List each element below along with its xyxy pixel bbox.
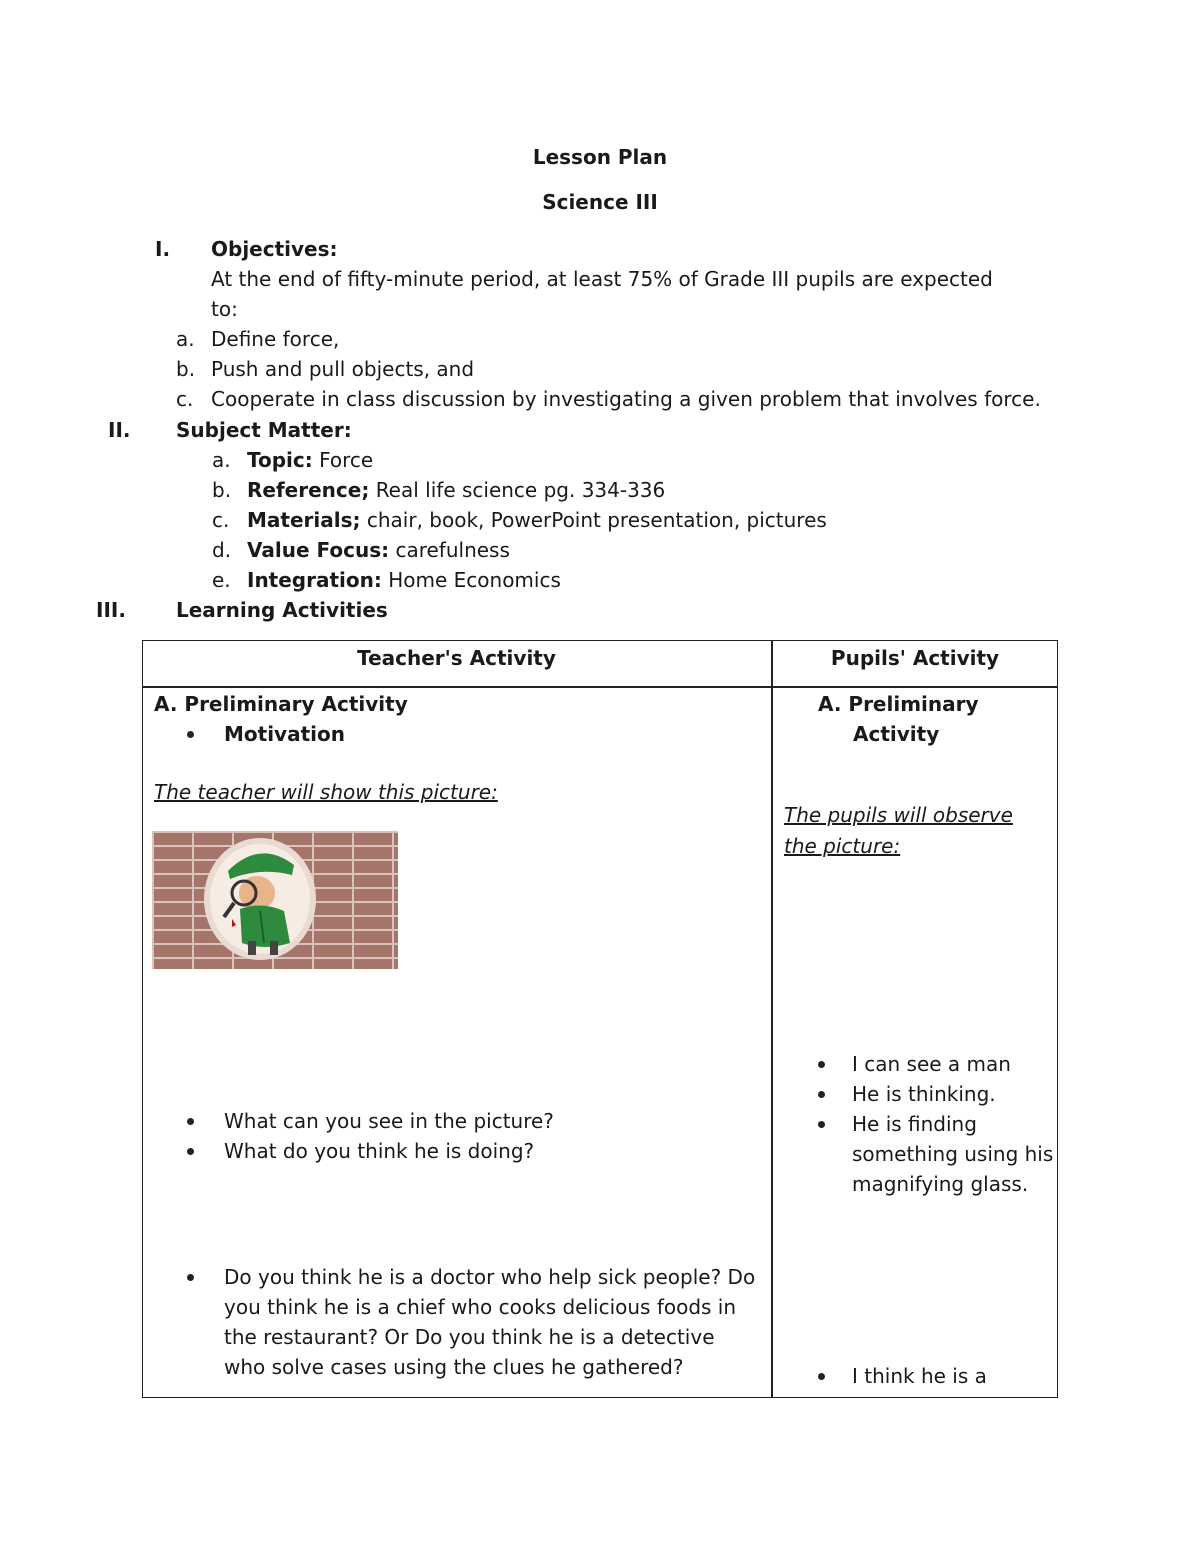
table-header-divider bbox=[142, 686, 1058, 688]
subject-heading: Subject Matter: bbox=[176, 418, 352, 442]
subject-label: Reference; bbox=[247, 478, 370, 502]
learning-heading: Learning Activities bbox=[176, 598, 388, 622]
page-title: Lesson Plan bbox=[532, 145, 668, 169]
pupils-section-heading-cont: Activity bbox=[853, 722, 940, 746]
subject-value: Force bbox=[319, 448, 374, 472]
objective-marker: c. bbox=[176, 387, 194, 411]
bullet-icon bbox=[818, 1121, 825, 1128]
pupils-section-heading: A. Preliminary bbox=[818, 692, 979, 716]
teacher-question: What can you see in the picture? bbox=[224, 1109, 554, 1133]
pupil-answer-cont: something using his bbox=[852, 1142, 1054, 1166]
subject-value: carefulness bbox=[395, 538, 510, 562]
pupil-answer: I can see a man bbox=[852, 1052, 1011, 1076]
bullet-icon bbox=[818, 1091, 825, 1098]
teacher-long-question: Do you think he is a doctor who help sick people? Do bbox=[224, 1265, 756, 1289]
subject-value: chair, book, PowerPoint presentation, pictures bbox=[366, 508, 827, 532]
detective-illustration bbox=[152, 831, 398, 969]
teacher-long-question: who solve cases using the clues he gathered? bbox=[224, 1355, 684, 1379]
pupil-answer: I think he is a bbox=[852, 1364, 987, 1388]
objectives-numeral: I. bbox=[155, 237, 171, 261]
subject-item bbox=[247, 568, 561, 592]
subject-item bbox=[247, 538, 510, 562]
pupils-instruction: The pupils will observe bbox=[784, 803, 1013, 827]
teacher-long-question: you think he is a chief who cooks delicious foods in bbox=[224, 1295, 737, 1319]
subject-label: Integration: bbox=[247, 568, 382, 592]
subject-item bbox=[247, 448, 373, 472]
subject-marker: c. bbox=[212, 508, 230, 532]
objectives-intro-cont: to: bbox=[211, 297, 238, 321]
subject-marker: a. bbox=[212, 448, 231, 472]
subject-value: Home Economics bbox=[388, 568, 561, 592]
subject-marker: e. bbox=[212, 568, 231, 592]
pupil-answer-cont: magnifying glass. bbox=[852, 1172, 1029, 1196]
objective-item: Push and pull objects, and bbox=[211, 357, 475, 381]
learning-numeral: III. bbox=[96, 598, 126, 622]
table-column-divider bbox=[771, 640, 773, 1398]
bullet-icon bbox=[187, 731, 194, 738]
bullet-icon bbox=[187, 1274, 194, 1281]
subject-label: Value Focus: bbox=[247, 538, 390, 562]
subject-label: Topic: bbox=[247, 448, 313, 472]
subject-label: Materials; bbox=[247, 508, 361, 532]
pupils-instruction-cont: the picture: bbox=[784, 834, 901, 858]
subject-marker: b. bbox=[212, 478, 232, 502]
teacher-column-header: Teacher's Activity bbox=[357, 646, 556, 670]
objectives-heading: Objectives: bbox=[211, 237, 338, 261]
teacher-long-question: the restaurant? Or Do you think he is a detective bbox=[224, 1325, 715, 1349]
pupil-answer: He is finding bbox=[852, 1112, 977, 1136]
subject-marker: d. bbox=[212, 538, 232, 562]
subject-item bbox=[247, 508, 827, 532]
bullet-icon bbox=[187, 1148, 194, 1155]
pupil-answer: He is thinking. bbox=[852, 1082, 996, 1106]
objective-marker: a. bbox=[176, 327, 195, 351]
bullet-icon bbox=[187, 1118, 194, 1125]
subject-item bbox=[247, 478, 665, 502]
bullet-icon bbox=[818, 1373, 825, 1380]
detective-picture bbox=[152, 831, 398, 969]
teacher-subheading: Motivation bbox=[224, 722, 345, 746]
pupils-column-header: Pupils' Activity bbox=[830, 646, 1000, 670]
objectives-intro: At the end of fifty-minute period, at least 75% of Grade III pupils are expected bbox=[211, 267, 993, 291]
objective-marker: b. bbox=[176, 357, 196, 381]
objective-item: Define force, bbox=[211, 327, 340, 351]
objective-item: Cooperate in class discussion by investigating a given problem that involves force. bbox=[211, 387, 1041, 411]
subject-numeral: II. bbox=[108, 418, 131, 442]
teacher-section-heading: A. Preliminary Activity bbox=[154, 692, 408, 716]
teacher-question: What do you think he is doing? bbox=[224, 1139, 535, 1163]
subject-value: Real life science pg. 334-336 bbox=[375, 478, 666, 502]
bullet-icon bbox=[818, 1061, 825, 1068]
teacher-instruction: The teacher will show this picture: bbox=[154, 780, 498, 804]
page-subtitle: Science III bbox=[542, 190, 658, 214]
